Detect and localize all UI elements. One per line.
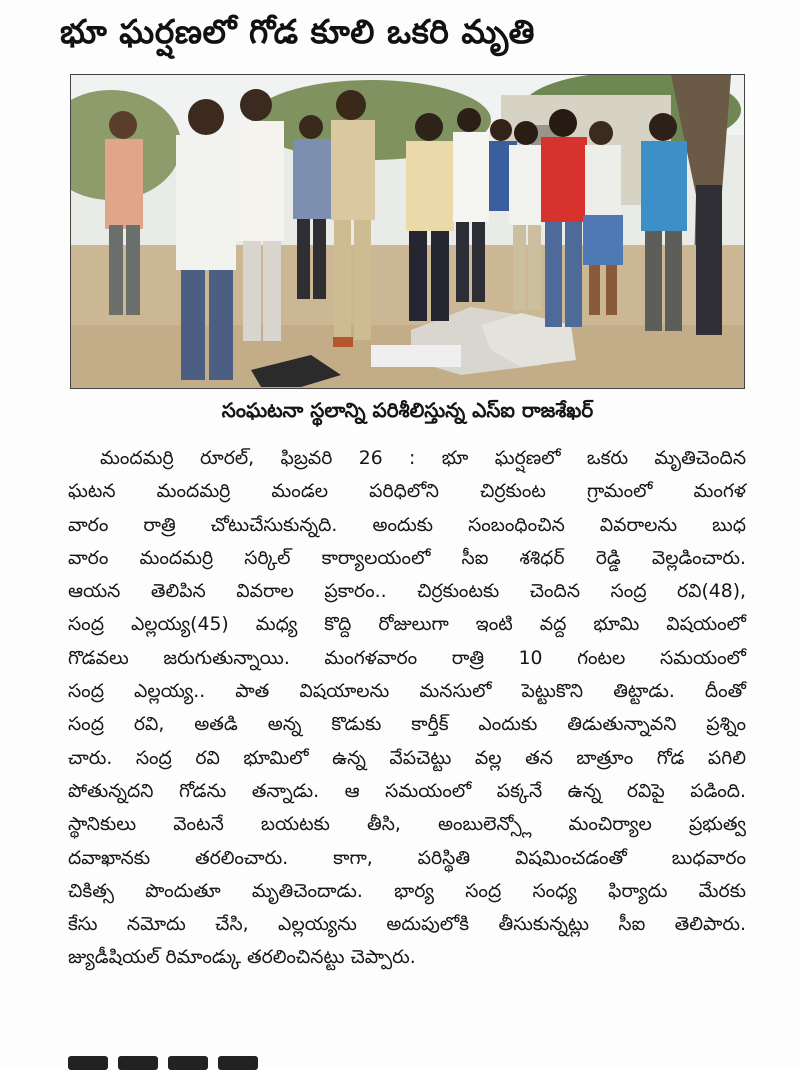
article-line: జ్యుడీషియల్ రిమాండ్కు తరలించినట్టు చెప్పారు.: [68, 947, 416, 969]
article-line: సంద్ర ఎల్లయ్య(45) మధ్య కొద్ది రోజులుగా ఇంటి వద్ద భూమి విషయంలో: [68, 614, 746, 636]
article-line: వారం రాత్రి చోటుచేసుకున్నది. అందుకు సంబంధించిన వివరాలను బుధ: [68, 514, 746, 536]
news-photo-illustration: [71, 75, 744, 388]
article-line: దవాఖానకు తరలించారు. కాగా, పరిస్థితి విషమించడంతో బుధవారం: [68, 847, 746, 869]
article-body: [68, 442, 746, 975]
article-line: చారు. సంద్ర రవి భూమిలో ఉన్న వేపచెట్టు వల్ల తన బాత్రూం గోడ పగిలి: [68, 747, 746, 769]
article-line: మందమర్రి రూరల్, ఫిబ్రవరి 26 : భూ ఘర్షణలో ఒకరు మృతిచెందిన: [100, 448, 746, 469]
article-line: గొడవలు జరుగుతున్నాయి. మంగళవారం రాత్రి 10 గంటల సమయంలో: [68, 647, 746, 669]
article-line: చికిత్స పొందుతూ మృతిచెందాడు. భార్య సంద్ర సంధ్య ఫిర్యాదు మేరకు: [68, 880, 746, 902]
headline: భూ ఘర్షణలో గోడ కూలి ఒకరి మృతి: [60, 12, 535, 51]
article-line: కేసు నమోదు చేసి, ఎల్లయ్యను అదుపులోకి తీసుకున్నట్లు సీఐ తెలిపారు.: [68, 914, 746, 936]
article-line: సంద్ర ఎల్లయ్య.. పాత విషయాలను మనసులో పెట్టుకొని తిట్టాడు. దీంతో: [68, 681, 746, 703]
article-line: ఘటన మందమర్రి మండల పరిధిలోని చిర్రకుంట గ్రామంలో మంగళ: [68, 481, 746, 503]
next-article-heading-cutoff: [68, 1048, 298, 1070]
article-line: వారం మందమర్రి సర్కిల్ కార్యాలయంలో సీఐ శశిధర్ రెడ్డి వెల్లడించారు.: [68, 547, 746, 569]
article-line: స్థానికులు వెంటనే బయటకు తీసి, అంబులెన్స్లో మంచిర్యాల ప్రభుత్వ: [68, 814, 746, 836]
article-line: పోతున్నదని గోడను తన్నాడు. ఆ సమయంలో పక్కనే ఉన్న రవిపై పడింది.: [68, 780, 746, 802]
article-line: ఆయన తెలిపిన వివరాల ప్రకారం.. చిర్రకుంటకు చెందిన సంద్ర రవి(48),: [68, 581, 746, 603]
article-line: సంద్ర రవి, అతడి అన్న కొడుకు కార్తీక్ ఎందుకు తిడుతున్నావని ప్రశ్నిం: [68, 714, 746, 736]
photo-caption: సంఘటనా స్థలాన్ని పరిశీలిస్తున్న ఎస్ఐ రాజశేఖర్: [221, 398, 594, 422]
news-photo: [70, 74, 745, 389]
